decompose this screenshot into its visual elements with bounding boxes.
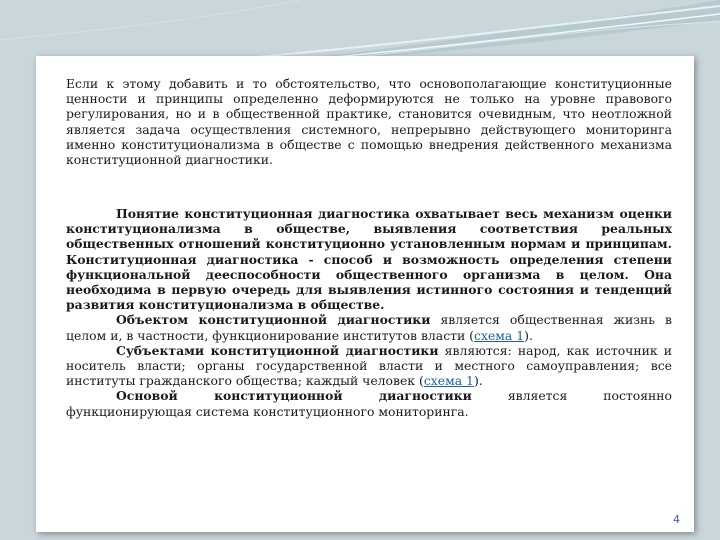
subjects-tail: ). bbox=[473, 373, 483, 389]
object-lead: Объектом конституционной диагностики bbox=[116, 312, 431, 328]
basis-lead: Основой конституционной диагностики bbox=[116, 388, 472, 404]
basis-paragraph bbox=[66, 388, 672, 418]
subjects-body: являются: народ, как источник и носитель власти; органы государственной власти и местного самоуправления; все институты гражданского общества; каждый человек ( bbox=[66, 342, 673, 389]
object-tail: ). bbox=[524, 327, 533, 343]
object-paragraph bbox=[66, 312, 672, 342]
intro-text bbox=[66, 76, 672, 167]
concept-paragraph: Понятие конституционная диагностика охватывает весь механизм оценки конституционализма в обществе, выявления соответствия реальных общественных отношений конституционно установленным нормам и принципам. Конституционная диагностика - способ и возможность определения степени функциональной дееспособности общественного организма в целом. Она необходима в первую очередь для выявления истинного состояния и тенденций развития конституционализма в обществе. bbox=[66, 206, 672, 313]
intro-paragraph: Если к этому добавить и то обстоятельство, что основополагающие конституционные ценности и принципы определенно деформируются не только на уровне правового регулирования, но и в общественной практике, становится очевидным, что неотложной является задача осуществления системного, непрерывно действующего мониторинга именно конституционализма в обществе с помощью внедрения действенного механизма конституционной диагностики. bbox=[66, 76, 672, 168]
subjects-paragraph bbox=[66, 343, 672, 389]
basis-body: является постоянно функционирующая система конституционного мониторинга. bbox=[66, 388, 672, 419]
slide-page bbox=[36, 56, 694, 532]
subjects-scheme-link[interactable]: схема 1 bbox=[423, 373, 474, 389]
object-scheme-link[interactable]: схема 1 bbox=[474, 327, 525, 343]
subjects-lead: Субъектами конституционной диагностики bbox=[116, 342, 439, 358]
main-text bbox=[66, 206, 672, 419]
object-body: является общественная жизнь в целом и, в частности, функционирование институтов власти ( bbox=[66, 312, 673, 343]
page-number: 4 bbox=[673, 513, 680, 526]
